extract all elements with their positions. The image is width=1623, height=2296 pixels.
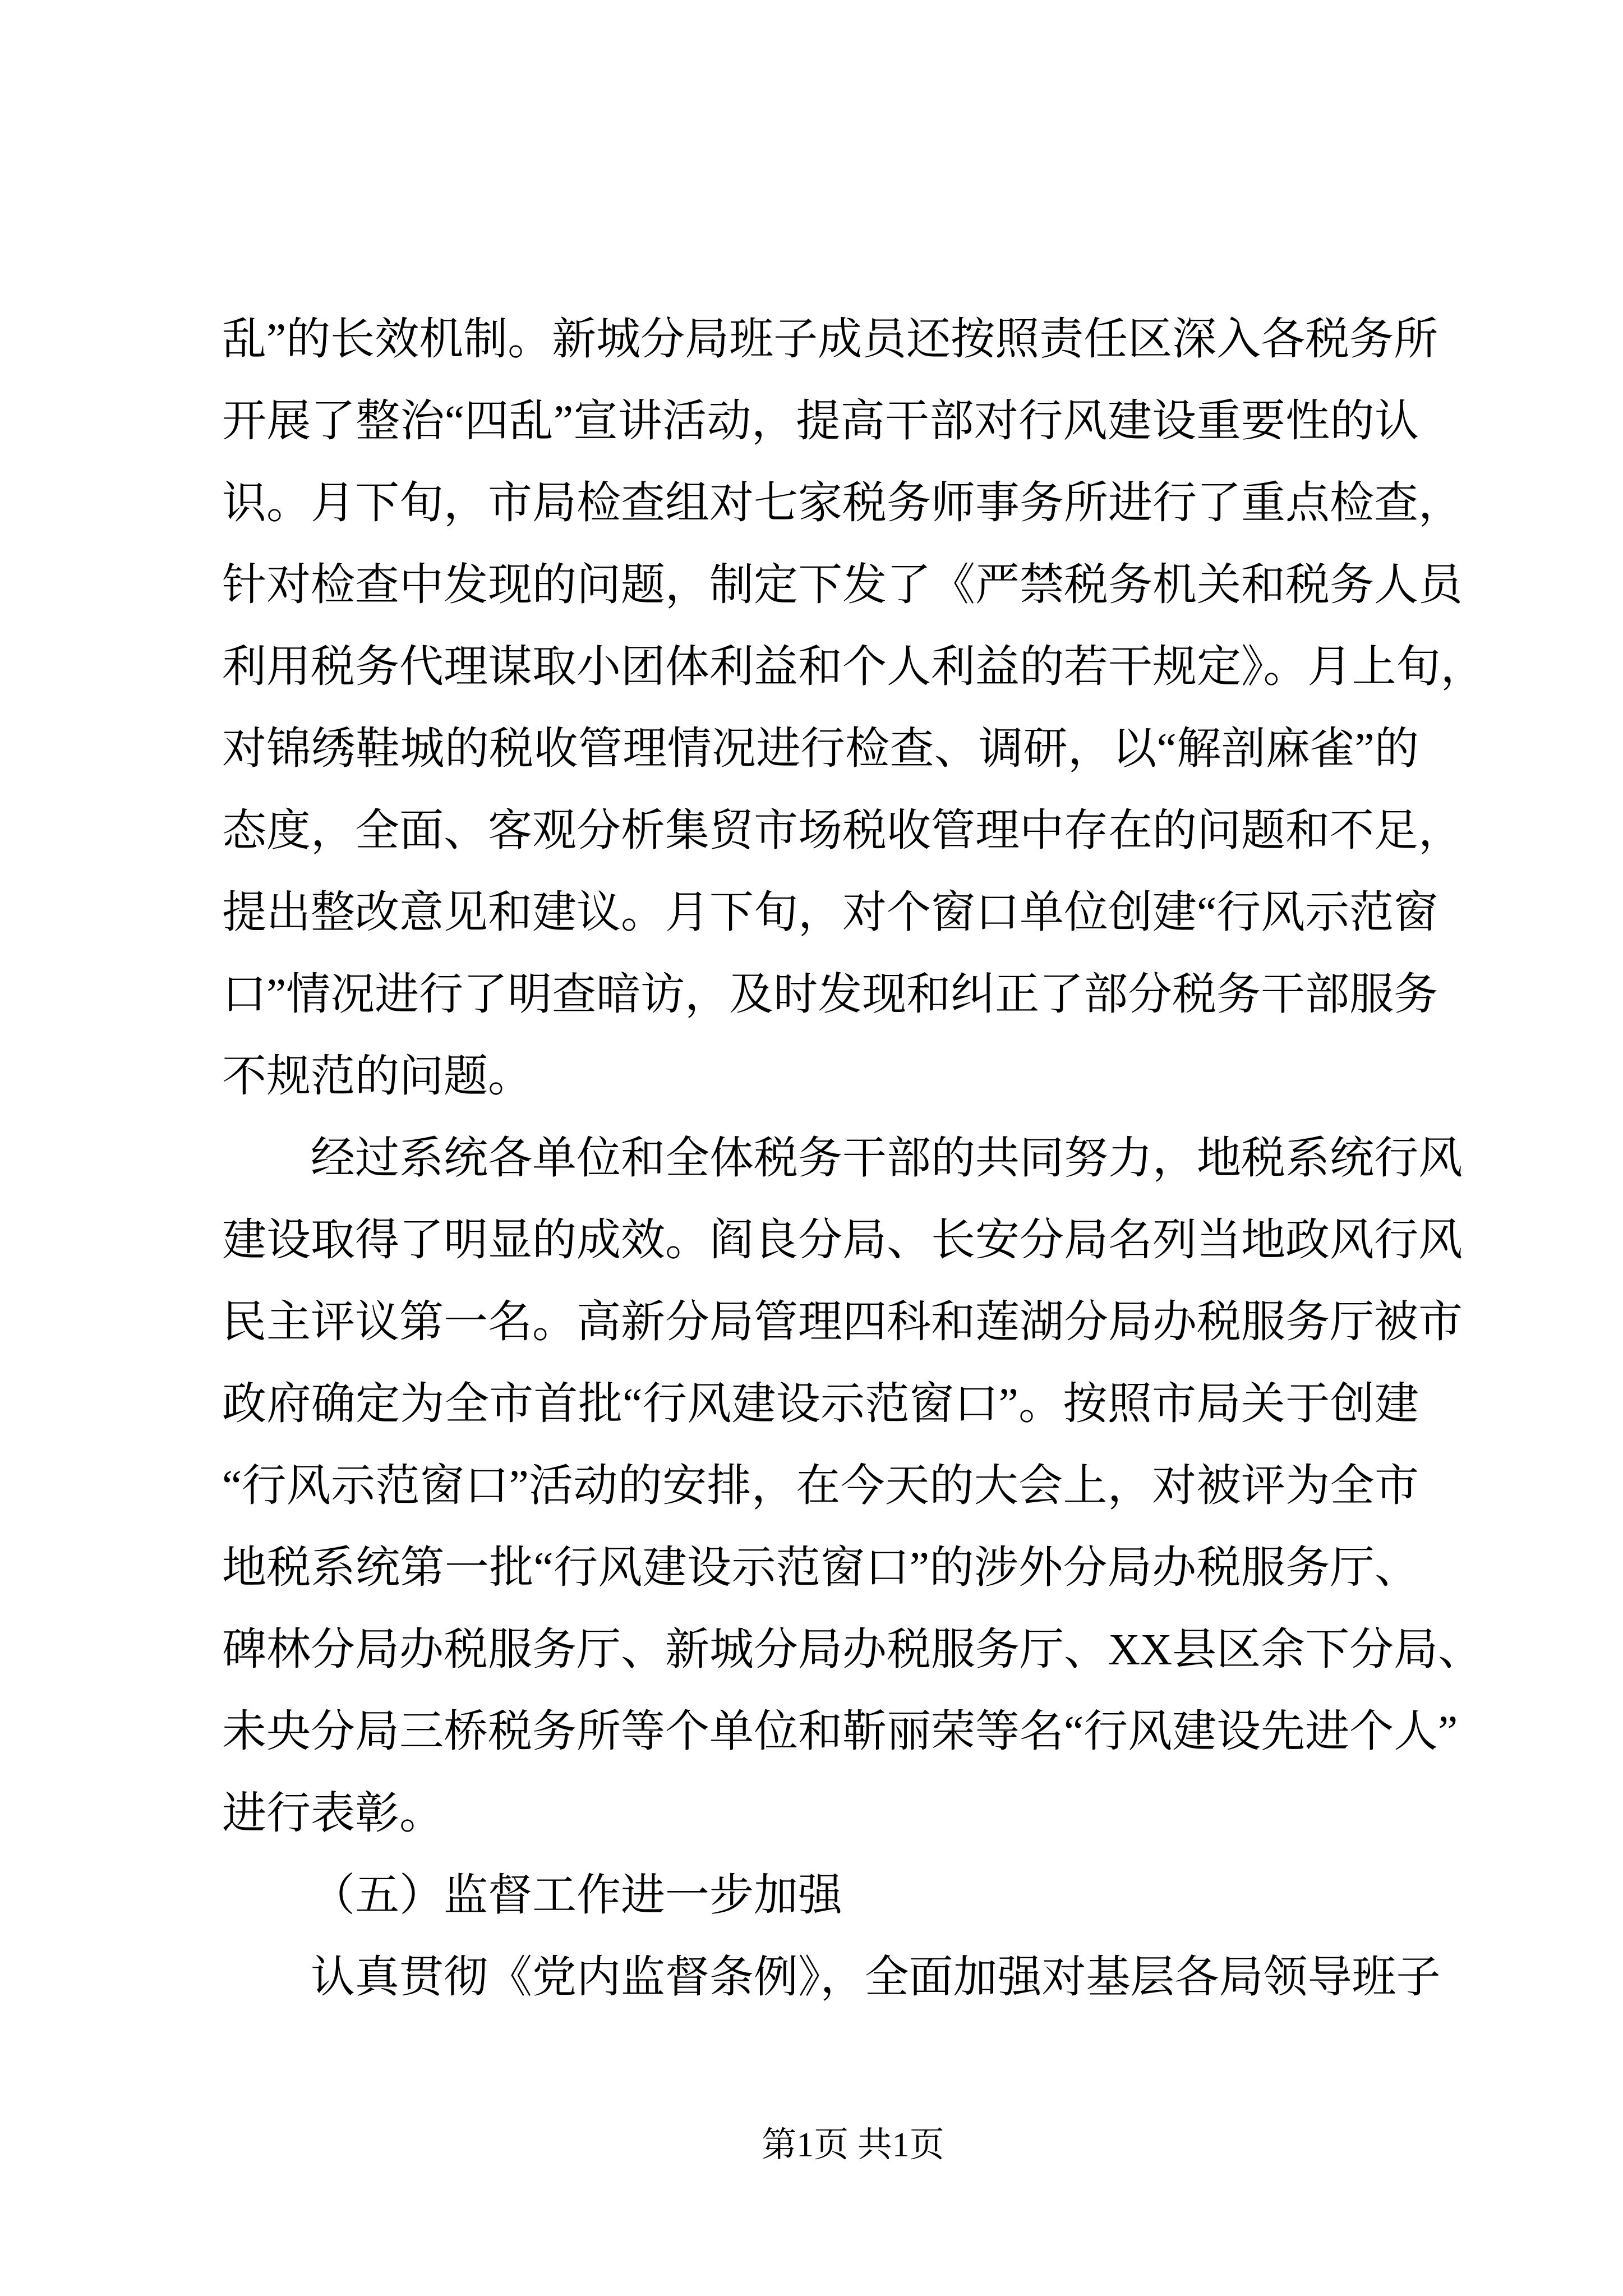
body-line: 未央分局三桥税务所等个单位和靳丽荣等名“行风建设先进个人” bbox=[222, 1708, 1458, 1756]
body-line-paragraph-end: 进行表彰。 bbox=[222, 1789, 444, 1838]
body-line-paragraph-start: 认真贯彻《党内监督条例》，全面加强对基层各局领导班子 bbox=[311, 1953, 1441, 2002]
body-line: 识。月下旬，市局检查组对七家税务师事务所进行了重点检查， bbox=[222, 479, 1463, 528]
body-line: 民主评议第一名。高新分局管理四科和莲湖分局办税服务厅被市 bbox=[222, 1298, 1463, 1347]
body-line: 利用税务代理谋取小团体利益和个人利益的若干规定》。月上旬， bbox=[222, 643, 1485, 692]
body-line: 碑林分局办税服务厅、新城分局办税服务厅、XX县区余下分局、 bbox=[222, 1626, 1483, 1674]
body-line: “行风示范窗口”活动的安排，在今天的大会上，对被评为全市 bbox=[222, 1462, 1419, 1511]
body-line: 开展了整治“四乱”宣讲活动，提高干部对行风建设重要性的认 bbox=[222, 397, 1419, 446]
body-line: 建设取得了明显的成效。阎良分局、长安分局名列当地政风行风 bbox=[222, 1216, 1463, 1265]
document-body bbox=[222, 299, 1485, 2019]
body-line: 针对检查中发现的问题，制定下发了《严禁税务机关和税务人员 bbox=[222, 561, 1463, 610]
body-line: 提出整改意见和建议。月下旬，对个窗口单位创建“行风示范窗 bbox=[222, 889, 1438, 937]
section-heading: （五）监督工作进一步加强 bbox=[311, 1871, 842, 1920]
body-line: 态度，全面、客观分析集贸市场税收管理中存在的问题和不足， bbox=[222, 807, 1463, 855]
body-line: 对锦绣鞋城的税收管理情况进行检查、调研，以“解剖麻雀”的 bbox=[222, 725, 1419, 774]
body-line-paragraph-end: 不规范的问题。 bbox=[222, 1052, 532, 1101]
body-line: 乱”的长效机制。新城分局班子成员还按照责任区深入各税务所 bbox=[222, 315, 1438, 364]
body-line: 政府确定为全市首批“行风建设示范窗口”。按照市局关于创建 bbox=[222, 1380, 1419, 1429]
body-line-paragraph-start: 经过系统各单位和全体税务干部的共同努力，地税系统行风 bbox=[311, 1134, 1463, 1183]
body-line: 口”情况进行了明查暗访，及时发现和纠正了部分税务干部服务 bbox=[222, 970, 1438, 1019]
page-footer: 第1页 共1页 bbox=[762, 2126, 944, 2164]
body-line: 地税系统第一批“行风建设示范窗口”的涉外分局办税服务厅、 bbox=[222, 1544, 1419, 1593]
